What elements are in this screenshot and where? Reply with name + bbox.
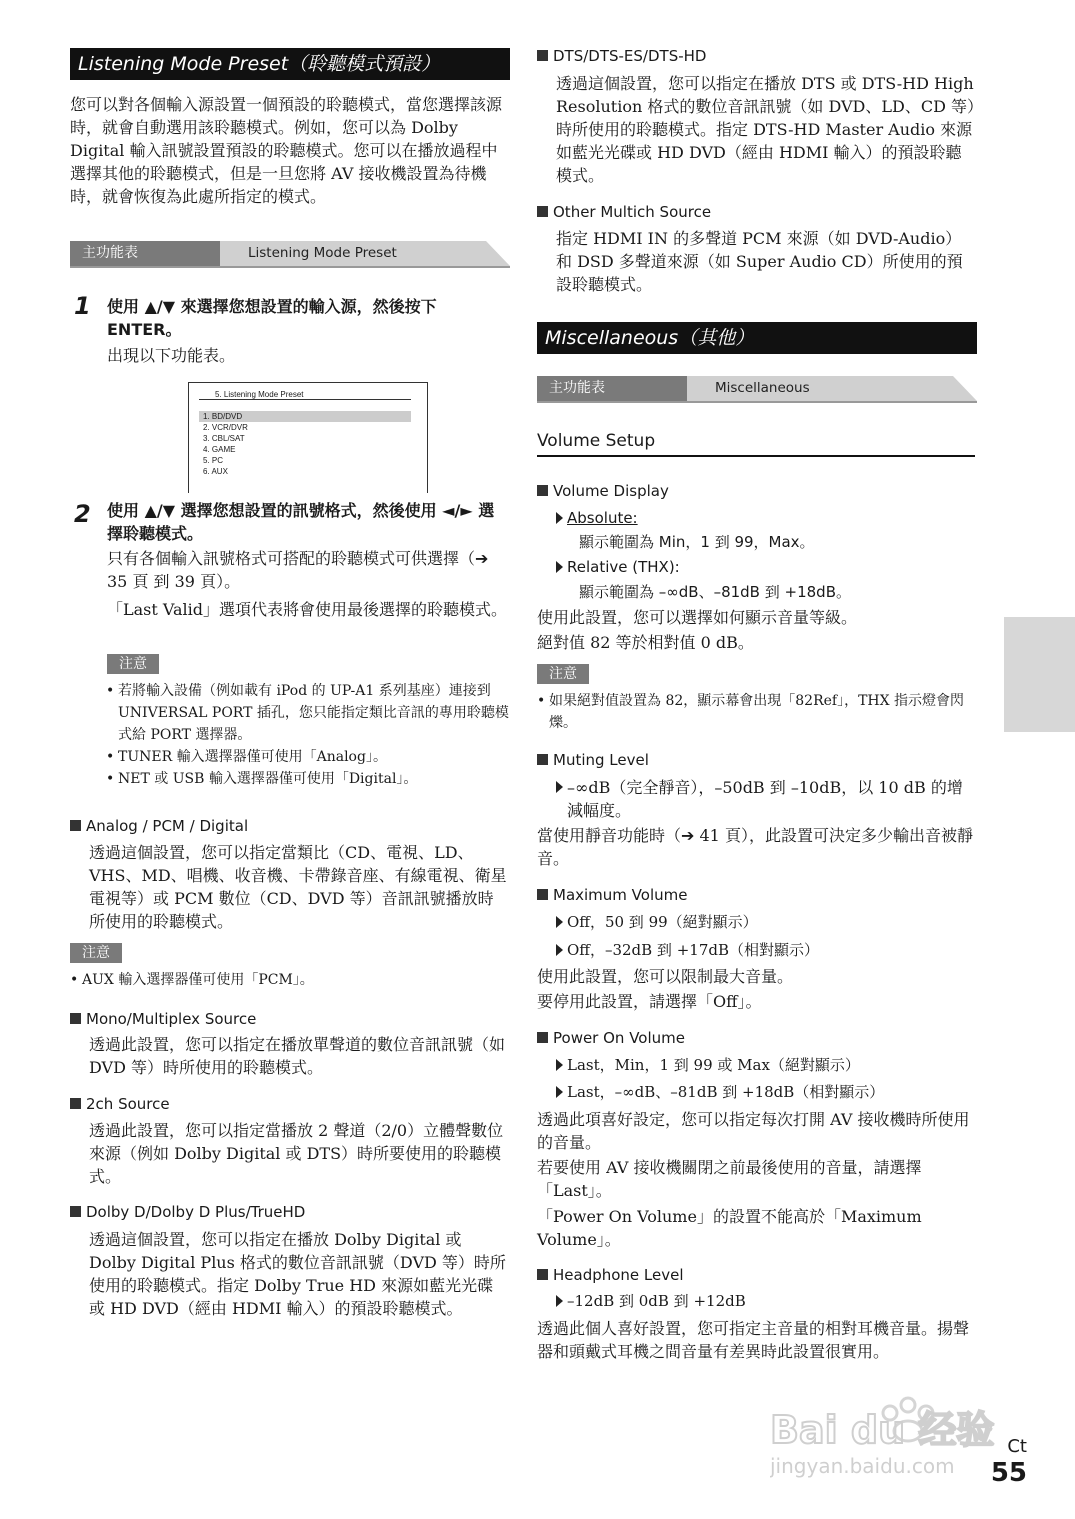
mono-text: 透過此設置，您可以指定在播放單聲道的數位音訊訊號（如 DVD 等）時所使用的聆聽模式。 xyxy=(89,1035,506,1077)
screen-item: 4. GAME xyxy=(203,445,236,454)
option-relative: Relative (THX): xyxy=(556,556,680,578)
option-headphone: –12dB 到 0dB 到 +12dB xyxy=(556,1290,746,1312)
option-absolute: Absolute: xyxy=(556,507,638,529)
baidu-jingyan-watermark xyxy=(770,1385,1010,1485)
heading-headphone-level: Headphone Level xyxy=(537,1265,684,1285)
side-thumb-tab xyxy=(1004,617,1075,732)
step-1-text: 出現以下功能表。 xyxy=(107,346,236,365)
heading-other-multich: Other Multich Source xyxy=(537,202,711,222)
screen-title: 5. Listening Mode Preset xyxy=(199,390,411,400)
note-item: • TUNER 輸入選擇器僅可使用「Analog」。 xyxy=(106,749,387,765)
triangle-bullet-icon xyxy=(556,1086,563,1098)
section-title-listening-mode-preset: Listening Mode Preset（聆聽模式預設） xyxy=(70,48,510,80)
heading-analog-pcm-digital: Analog / PCM / Digital xyxy=(70,816,248,836)
volume-setup-heading: Volume Setup xyxy=(537,431,656,451)
option-max-absolute: Off，50 到 99（絕對顯示） xyxy=(556,911,758,933)
step-2-text-2: 「Last Valid」選項代表將會使用最後選擇的聆聽模式。 xyxy=(107,600,507,619)
volume-display-text-1: 使用此設置，您可以選擇如何顯示音量等級。 xyxy=(537,608,858,627)
screen-item: 6. AUX xyxy=(203,467,228,476)
note-item-82ref: • 如果絕對值設置為 82，顯示幕會出現「82Ref」，THX 指示燈會閃爍。 xyxy=(537,693,965,731)
screen-item: 3. CBL/SAT xyxy=(203,434,245,443)
twoch-text: 透過此設置，您可以指定當播放 2 聲道（2/0）立體聲數位來源（例如 Dolby Digital 或 DTS）時所要使用的聆聽模式。 xyxy=(89,1121,504,1186)
pov-text-2: 若要使用 AV 接收機關閉之前最後使用的音量，請選擇「Last」。 xyxy=(537,1158,922,1200)
note-item: • NET 或 USB 輸入選擇器僅可使用「Digital」。 xyxy=(106,771,418,787)
volume-display-text-2: 絕對值 82 等於相對值 0 dB。 xyxy=(537,633,754,652)
menu-breadcrumb xyxy=(70,241,510,266)
headphone-text: 透過此個人喜好設置，您可指定主音量的相對耳機音量。揚聲器和頭戴式耳機之間音量有差異時此設置很實用。 xyxy=(537,1319,970,1361)
menu-path-label: Listening Mode Preset xyxy=(248,245,397,261)
analog-text: 透過這個設置，您可以指定當類比（CD、電視、LD、VHS、MD、唱機、收音機、卡帶錄音座、有線電視、衛星電視等）或 PCM 數位（CD、DVD 等）音訊訊號播放時所使用的聆聽模式。 xyxy=(89,843,507,931)
menu-tab-label: 主功能表 xyxy=(537,376,687,401)
max-volume-text-1: 使用此設置，您可以限制最大音量。 xyxy=(537,967,794,986)
step-number-1: 1 xyxy=(74,292,91,320)
watermark-url: jingyan.baidu.com xyxy=(770,1454,955,1478)
menu-tab-label: 主功能表 xyxy=(70,241,220,266)
triangle-bullet-icon xyxy=(556,1295,563,1307)
heading-volume-display: Volume Display xyxy=(537,481,669,501)
note-list xyxy=(106,680,510,790)
note-item: • 若將輸入設備（例如載有 iPod 的 UP-A1 系列基座）連接到 UNIVERSAL PORT 插孔，您只能指定類比音訊的專用聆聽模式給 PORT 選擇器。 xyxy=(106,683,509,743)
note-label: 注意 xyxy=(537,664,589,684)
menu-path-label: Miscellaneous xyxy=(715,380,810,396)
triangle-bullet-icon xyxy=(556,916,563,928)
note-item-aux: • AUX 輸入選擇器僅可使用「PCM」。 xyxy=(70,972,314,988)
screen-item: 2. VCR/DVR xyxy=(203,423,248,432)
triangle-bullet-icon xyxy=(556,944,563,956)
pov-text-1: 透過此項喜好設定，您可以指定每次打開 AV 接收機時所使用的音量。 xyxy=(537,1110,970,1152)
option-pov-relative: Last，–∞dB、–81dB 到 +18dB（相對顯示） xyxy=(556,1081,884,1103)
option-absolute-desc: 顯示範圍為 Min，1 到 99，Max。 xyxy=(579,533,815,551)
option-muting: –∞dB（完全靜音），–50dB 到 –10dB，以 10 dB 的增減幅度。 xyxy=(556,776,976,822)
note-label: 注意 xyxy=(70,943,122,963)
heading-2ch-source: 2ch Source xyxy=(70,1094,170,1114)
heading-mono-multiplex: Mono/Multiplex Source xyxy=(70,1009,256,1029)
max-volume-text-2: 要停用此設置，請選擇「Off」。 xyxy=(537,992,762,1011)
watermark-brand: Bai du 经验 xyxy=(770,1408,995,1452)
step-2-text-1: 只有各個輸入訊號格式可搭配的聆聽模式可供選擇（➔ 35 頁 到 39 頁）。 xyxy=(107,549,489,591)
muting-text: 當使用靜音功能時（➔ 41 頁），此設置可決定多少輸出音被靜音。 xyxy=(537,826,973,868)
screen-item: 5. PC xyxy=(203,456,224,465)
triangle-bullet-icon xyxy=(556,1059,563,1071)
section-title-miscellaneous: Miscellaneous（其他） xyxy=(537,322,977,354)
option-relative-desc: 顯示範圍為 –∞dB、–81dB 到 +18dB。 xyxy=(579,583,851,601)
footer-language: Ct xyxy=(1007,1436,1027,1457)
step-2-instruction: 使用 ▲/▼ 選擇您想設置的訊號格式，然後使用 ◄/► 選擇聆聽模式。 xyxy=(107,501,495,543)
heading-dts: DTS/DTS-ES/DTS-HD xyxy=(537,46,706,66)
heading-power-on-volume: Power On Volume xyxy=(537,1028,685,1048)
page-number: 55 xyxy=(990,1458,1027,1488)
triangle-bullet-icon xyxy=(556,512,563,524)
heading-dolby: Dolby D/Dolby D Plus/TrueHD xyxy=(70,1202,305,1222)
volume-setup-underline xyxy=(537,455,975,457)
triangle-bullet-icon xyxy=(556,781,563,793)
note-label: 注意 xyxy=(107,654,159,674)
option-max-relative: Off，–32dB 到 +17dB（相對顯示） xyxy=(556,939,819,961)
step-number-2: 2 xyxy=(74,500,91,528)
heading-muting-level: Muting Level xyxy=(537,750,649,770)
step-1-instruction: 使用 ▲/▼ 來選擇您想設置的輸入源，然後按下 ENTER。 xyxy=(107,297,437,339)
intro-paragraph: 您可以對各個輸入源設置一個預設的聆聽模式，當您選擇該源時，就會自動選用該聆聽模式。例如，您可以為 Dolby Digital 輸入訊號設置預設的聆聽模式。您可以在播放過程中選擇其他的聆聽模式，但是一旦您將 AV 接收機設置為待機時，就會恢復為此處所指定的模式。 xyxy=(70,95,503,206)
menu-screen-preview xyxy=(188,382,428,493)
other-text: 指定 HDMI IN 的多聲道 PCM 來源（如 DVD-Audio）和 DSD 多聲道來源（如 Super Audio CD）所使用的預設聆聽模式。 xyxy=(556,229,963,294)
dolby-text: 透過這個設置，您可以指定在播放 Dolby Digital 或 Dolby Digital Plus 格式的數位音訊訊號（DVD 等）時所使用的聆聽模式。指定 Dolby True HD 來源如藍光光碟或 HD DVD（經由 HDMI 輸入）的預設聆聽模式。 xyxy=(89,1230,506,1318)
option-pov-absolute: Last，Min，1 到 99 或 Max（絕對顯示） xyxy=(556,1054,860,1076)
dts-text: 透過這個設置，您可以指定在播放 DTS 或 DTS-HD High Resolution 格式的數位音訊訊號（如 DVD、LD、CD 等）時所使用的聆聽模式。指定 DTS-HD Master Audio 來源如藍光光碟或 HD DVD（經由 HDMI 輸入）的預設聆聽模式。 xyxy=(556,74,975,185)
menu-breadcrumb xyxy=(537,376,977,401)
triangle-bullet-icon xyxy=(556,561,563,573)
screen-item: 1. BD/DVD xyxy=(199,411,411,422)
heading-maximum-volume: Maximum Volume xyxy=(537,885,687,905)
pov-text-3: 「Power On Volume」的設置不能高於「Maximum Volume」。 xyxy=(537,1207,922,1249)
